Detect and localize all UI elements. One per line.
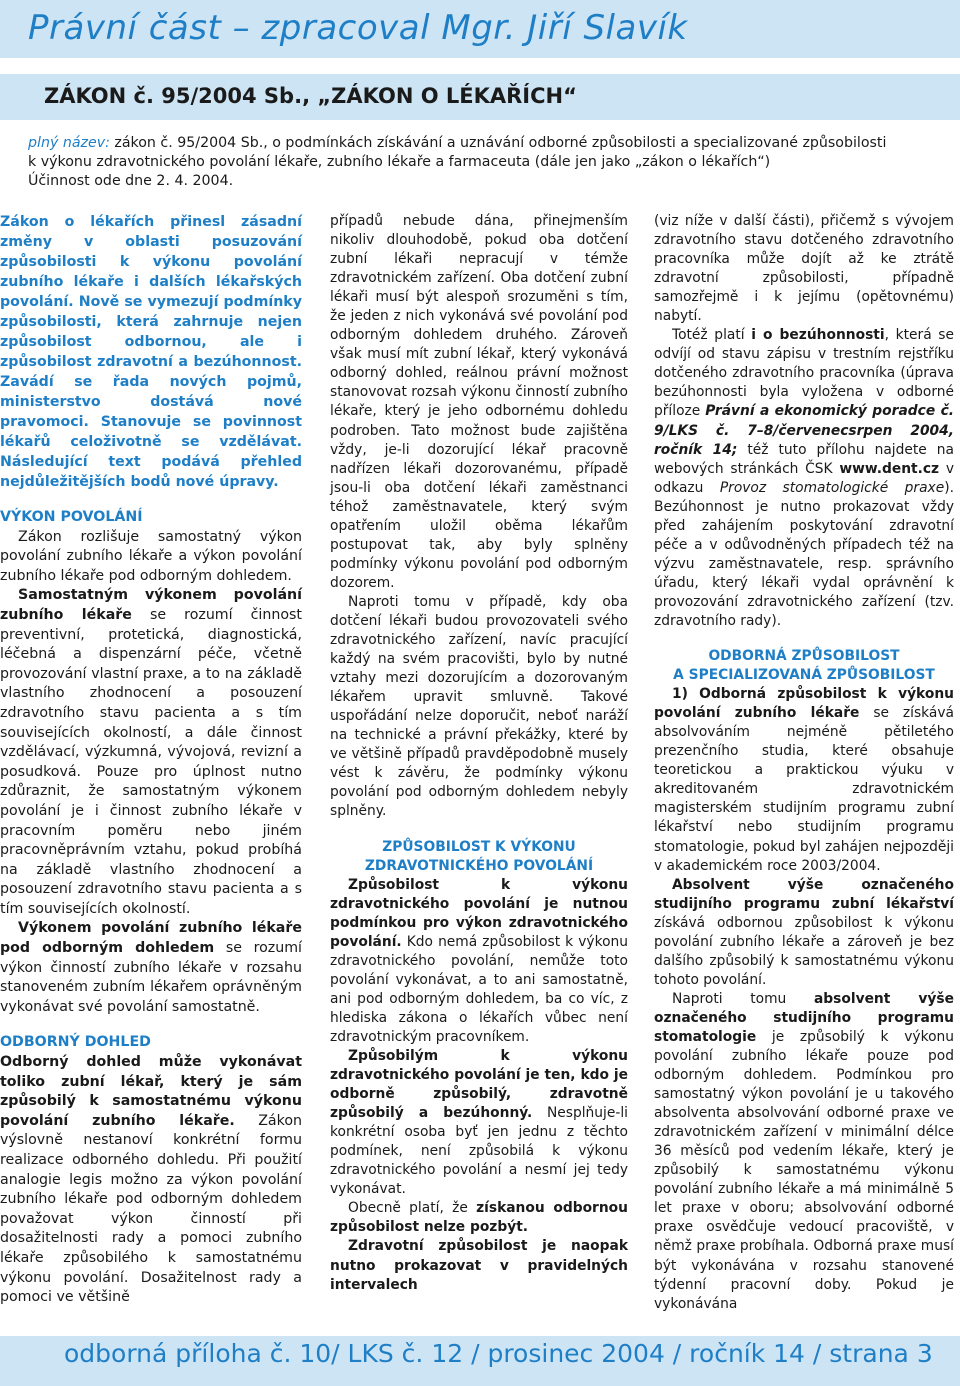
paragraph-text: je způsobilý k výkonu povolání zubního lékaře pouze pod odborným dohledem. Podmínkou pro samostatný výkon povolání je u takového absolventa absolvování odborné praxe ve zdravotnickém zařízení v minimální délce 36 měsíců pod vedením lékaře, který je způsobilý k samostatnému výkonu povolání zubního lékaře a má minimálně 5 let praxe v oboru; absolvování odborné praxe osvědčuje vedoucí pracoviště, v němž praxe probíhala. Odborná praxe musí být vykonávána v rozsahu stanovené týdenní pracovní doby. Pokud je vykonávána bbox=[654, 1028, 954, 1312]
bold-term: získanou odbornou způsobilost nelze pozbýt. bbox=[330, 1200, 628, 1236]
heading-odborna-zpusobilost bbox=[654, 647, 954, 685]
bold-term: Samostatným výkonem povolání zubního lékaře bbox=[0, 587, 302, 623]
lead-paragraph: Zákon o lékařích přinesl zásadní změny v oblasti posuzování způsobilosti k výkonu povolání zubního lékaře i dalších lékařských povolání. Nově se vymezují podmínky způsobilosti, která zahrnuje nejen způsobilost odbornou, ale i způsobilost zdravotní a bezúhonnost. Zavádí se řada nových pojmů, ministerstvo dostává nové pravomoci. Stanovuje se povinnost lékařů celoživotně se vzdělávat. Následující text podává přehled nejdůležitějších bodů nové úpravy. bbox=[0, 214, 302, 490]
paragraph bbox=[654, 326, 954, 631]
paragraph-text: se získává absolvováním nejméně pětiletého prezenčního studia, které obsahuje teoretickou a praktickou výuku v akreditovaném zdravotnickém magisterském studijním programu zubní lékařství nebo studijním programu stomatologie, pokud byl zahájen nejpozději v akademickém roce 2003/2004. bbox=[654, 705, 954, 874]
header-banner bbox=[0, 0, 960, 58]
heading-zpusobilost bbox=[330, 838, 628, 876]
paragraph: Zákon rozlišuje samostatný výkon povolání zubního lékaře a výkon povolání zubního lékaře pod odborným dohledem. bbox=[0, 528, 302, 584]
bold-term: Způsobilým k výkonu zdravotnického povolání je ten, kdo je odborně způsobilý, zdravotně způsobilý a bezúhonný. bbox=[330, 1048, 628, 1122]
paragraph-text: též tuto přílohu najdete na webových stránkách ČSK bbox=[654, 441, 954, 477]
bold-term: i o bezúhonnosti bbox=[751, 327, 885, 344]
intro-line-2: k výkonu zdravotnického povolání lékaře, zubního lékaře a farmaceuta (dále jen jako „zákon o lékařích“) bbox=[28, 154, 771, 170]
link-section-name: Provoz stomatologické praxe bbox=[719, 479, 945, 496]
heading-vykon-povolani: VÝKON POVOLÁNÍ bbox=[0, 509, 143, 525]
intro-line-1-text: zákon č. 95/2004 Sb., o podmínkách získávání a uznávání odborné způsobilosti a specializované způsobilosti bbox=[109, 135, 887, 151]
paragraph bbox=[654, 685, 954, 875]
intro-block bbox=[28, 134, 953, 191]
paragraph-text: se rozumí výkon činností zubního lékaře v rozsahu stanoveném zubním lékařem oprávněným vykonávat své povolání samostatně. bbox=[0, 940, 302, 1015]
paragraph-text: získává odbornou způsobilost k výkonu povolání zubního lékaře a zároveň je bez dalšího způsobilý k samostatnému výkonu tohoto povolání. bbox=[654, 914, 954, 988]
bold-term: Způsobilost k výkonu zdravotnického povolání je nutnou podmínkou pro výkon zdravotnického povolání. bbox=[330, 876, 628, 950]
bold-term: Odborný dohled může vykonávat toliko zubní lékař, který je sám způsobilý k samostatnému výkonu povolání zubního lékaře. bbox=[0, 1054, 302, 1129]
section-title: Právní část – zpracoval Mgr. Jiří Slavík bbox=[28, 8, 688, 48]
paragraph-text: Totéž platí bbox=[672, 327, 752, 344]
column-1 bbox=[0, 212, 302, 1308]
paragraph bbox=[330, 1047, 628, 1199]
paragraph-text: Nesplňuje-li konkrétní osoba byť jen jednu z těchto podmínek, není způsobilá k výkonu zdravotnického povolání a nesmí jej tedy vykonávat. bbox=[330, 1105, 628, 1198]
intro-line-1 bbox=[28, 134, 953, 153]
bold-term: Absolvent výše označeného studijního programu zubní lékařství bbox=[654, 876, 954, 912]
bold-term: absolvent výše označeného studijního programu stomatologie bbox=[654, 990, 954, 1045]
law-title-band bbox=[0, 74, 960, 120]
paragraph-text: Obecně platí, že bbox=[348, 1200, 477, 1217]
paragraph bbox=[0, 586, 302, 919]
heading-odborny-dohled: ODBORNÝ DOHLED bbox=[0, 1034, 151, 1051]
paragraph-text: Kdo nemá způsobilost k výkonu zdravotnického povolání, nemůže toto povolání vykonávat, a to ani samostatně, ani pod odborným dohledem, ba co víc, z hlediska zákona o lékařích vůbec není zdravotnickým pracovníkem. bbox=[330, 933, 628, 1045]
heading-line: ZDRAVOTNICKÉHO POVOLÁNÍ bbox=[364, 857, 594, 874]
paragraph: Naproti tomu v případě, kdy oba dotčení lékaři budou provozovateli svého zdravotnického zařízení, navíc pracující každý na svém pracovišti, bylo by nutné vztahy mezi dozorujícím a dozorovaným lékařem upravit smluvně. Takové uspořádání nelze doporučit, neboť naráží na technické a právní překážky, které by ve většině případů pravděpodobně musely vést k závěru, že podmínky výkonu povolání pod odborným dohledem nebyly splněny. bbox=[330, 593, 628, 820]
column-3 bbox=[654, 212, 954, 1314]
paragraph bbox=[654, 876, 954, 990]
footer-text: odborná příloha č. 10/ LKS č. 12 / prosinec 2004 / ročník 14 / strana 3 bbox=[64, 1339, 933, 1368]
column-2 bbox=[330, 212, 628, 1295]
paragraph-text: Zákon výslovně nestanoví konkrétní formu realizace odborného dohledu. Při použití analogie legis možno za výkon povolání zubního lékaře pod odborným dohledem považovat výkon činností při dosažitelnosti rady a pomoci zubního lékaře způsobilého k samostatnému výkonu povolání. Dosažitelnost rady a pomoci ve většině bbox=[0, 1112, 302, 1306]
heading-line: ZPŮSOBILOST K VÝKONU bbox=[382, 838, 576, 855]
paragraph bbox=[330, 1237, 628, 1294]
full-name-label: plný název: bbox=[28, 135, 110, 151]
paragraph: (viz níže v další části), přičemž s vývojem zdravotního stavu dotčeného zdravotního pracovníka může dojít až ke ztrátě zdravotní způsobilosti, případně samozřejmě i k jejímu (opětovnému) nabytí. bbox=[654, 213, 954, 325]
heading-line: A SPECIALIZOVANÁ ZPŮSOBILOST bbox=[673, 667, 935, 684]
paragraph-text: ). Bezúhonnost je nutno prokazovat vždy před zahájením poskytování zdravotní péče a v odůvodněných případech též na výzvu zaměstnavatele, resp. správního úřadu, který lékaři vydal oprávnění k provozování zdravotnického zařízení (tzv. zdravotního rady). bbox=[654, 479, 954, 629]
heading-line: ODBORNÁ ZPŮSOBILOST bbox=[708, 648, 900, 665]
bold-term: 1) Odborná způsobilost k výkonu povolání zubního lékaře bbox=[654, 686, 954, 722]
paragraph-text: se rozumí činnost preventivní, protetická, diagnostická, léčebná a dispenzární péče, včetně provozování vlastní praxe, a to na základě vlastního zhodnocení a posouzení zdravotního stavu pacienta a s tím souvisejících okolností, a dále činnost vzdělávací, výzkumná, vývojová, revizní a posudková. Pouze pro úplnost nutno zdůraznit, že samostatným výkonem povolání je i činnost zubního lékaře v pracovním poměru nebo jiném pracovněprávním vztahu, pokud probíhá na základě vlastního zhodnocení a posouzení zdravotního stavu pacienta a s tím souvisejících okolností. bbox=[0, 606, 302, 917]
bold-term: Výkonem povolání zubního lékaře pod odborným dohledem bbox=[0, 920, 302, 957]
law-title: ZÁKON č. 95/2004 Sb., „ZÁKON O LÉKAŘÍCH“ bbox=[44, 84, 577, 108]
bold-term: Zdravotní způsobilost je naopak nutno prokazovat v pravidelných intervalech bbox=[330, 1238, 628, 1293]
paragraph bbox=[0, 919, 302, 1017]
paragraph bbox=[654, 990, 954, 1314]
paragraph-text: , která se odvíjí od stavu zápisu v trestním rejstříku dotčeného zdravotního pracovníka (úprava bezúhonnosti byla vyložena v odborné příloze bbox=[654, 327, 954, 420]
paragraph-text: Naproti tomu bbox=[672, 990, 814, 1007]
paragraph bbox=[0, 1053, 302, 1308]
paragraph bbox=[330, 1199, 628, 1237]
paragraph bbox=[330, 876, 628, 1047]
website-link[interactable]: www.dent.cz bbox=[839, 460, 940, 477]
footer-band bbox=[0, 1336, 960, 1386]
intro-line-3: Účinnost ode dne 2. 4. 2004. bbox=[28, 173, 234, 189]
publication-reference: Právní a ekonomický poradce č. 9/LKS č. 7–8/červenecsrpen 2004, ročník 14; bbox=[654, 403, 954, 458]
paragraph: případů nebude dána, přinejmenším nikoliv dlouhodobě, pokud oba dotčení zubní lékaři nepracují v témže zdravotnickém zařízení. Oba dotčení zubní lékaři musí být alespoň srozuměni s tím, že jeden z nich vykonává své povolání pod odborným dohledem druhého. Zároveň však musí mít zubní lékař, který vykonává odborný dohled, reálnou právní možnost stanovovat rozsah výkonu činností zubního lékaře, který je jeho odbornému dohledu podroben. Tato možnost bude zajištěna vždy, je-li dozorující lékař pracovně nadřízen lékaři dozorovanému, případě jsou-li oba dotčení lékaři zaměstnanci téhož zaměstnavatele, který svým opatřením uložil oběma lékařům postupovat tak, aby byly splněny podmínky výkonu povolání pod odborným dozorem. bbox=[330, 213, 628, 591]
paragraph-text: v odkazu bbox=[654, 460, 954, 496]
